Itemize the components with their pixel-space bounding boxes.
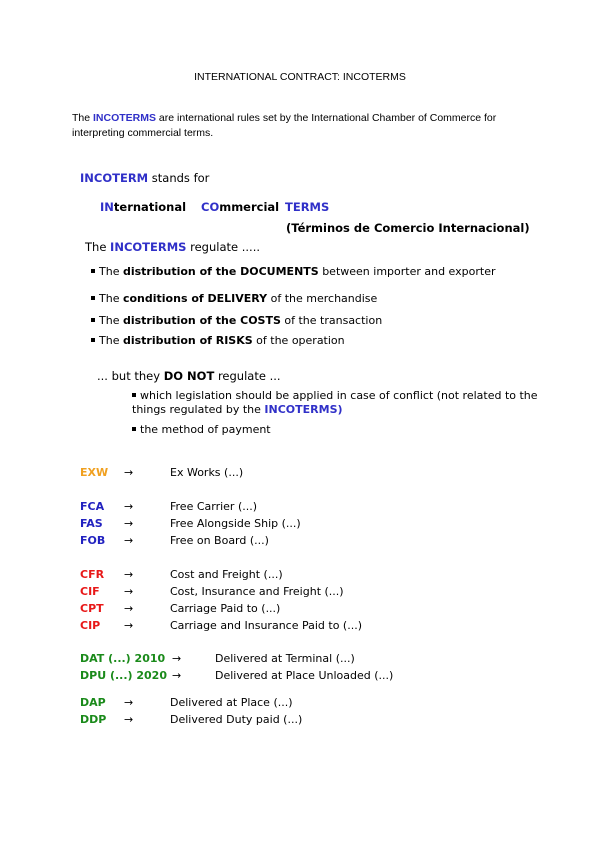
list-item-bold: distribution of the DOCUMENTS [122, 265, 319, 278]
incoterm-code-cip: CIP [80, 619, 101, 632]
regulate-text: regulate ..... [186, 240, 261, 254]
not-regulate-prefix: ... but they [97, 369, 164, 383]
acronym-commercial [201, 200, 279, 214]
incoterm-desc-dap: Delivered at Place (...) [170, 696, 293, 709]
incoterm-desc-cif: Cost, Insurance and Freight (...) [170, 585, 344, 598]
spanish-translation: (Términos de Comercio Internacional) [286, 221, 530, 235]
incoterm-code-ddp: DDP [80, 713, 107, 726]
list-item-prefix: The [99, 292, 123, 305]
list-item-prefix: The [99, 314, 123, 327]
incoterm-desc-dpu: Delivered at Place Unloaded (...) [215, 669, 394, 682]
arrow-icon: → [124, 568, 134, 581]
arrow-icon: → [124, 619, 134, 632]
list-item-keyword: INCOTERMS) [264, 403, 343, 416]
intro-keyword: INCOTERMS [93, 112, 157, 124]
intro-prefix: The [72, 112, 94, 124]
list-item-prefix: The [99, 265, 123, 278]
arrow-icon: → [124, 500, 134, 513]
arrow-icon: → [172, 652, 182, 665]
acronym-international-rest: ternational [113, 200, 187, 214]
list-item [91, 314, 382, 327]
incoterm-desc-ddp: Delivered Duty paid (...) [170, 713, 303, 726]
acronym-commercial-rest: mmercial [219, 200, 280, 214]
list-item-text: things regulated by the [132, 403, 265, 416]
stands-for-keyword: INCOTERM [80, 171, 149, 185]
incoterm-code-dpu: DPU (...) 2020 [80, 669, 167, 682]
acronym-commercial-letters: CO [201, 200, 220, 214]
arrow-icon: → [124, 696, 134, 709]
regulate-heading [85, 240, 260, 254]
not-regulate-heading [97, 369, 281, 383]
acronym-international [100, 200, 186, 214]
incoterm-desc-fob: Free on Board (...) [170, 534, 269, 547]
list-item-bold: conditions of DELIVERY [122, 292, 268, 305]
arrow-icon: → [124, 534, 134, 547]
list-item [132, 389, 538, 402]
list-item-bold: distribution of RISKS [122, 334, 253, 347]
list-item-suffix: of the merchandise [267, 292, 378, 305]
incoterm-code-cfr: CFR [80, 568, 105, 581]
list-item-text: which legislation should be applied in case of conflict (not related to the [140, 389, 538, 402]
list-item-prefix: The [99, 334, 123, 347]
not-regulate-bold: DO NOT [163, 369, 215, 383]
acronym-international-letters: IN [100, 200, 114, 214]
incoterm-desc-dat: Delivered at Terminal (...) [215, 652, 355, 665]
arrow-icon: → [124, 602, 134, 615]
list-item-suffix: of the transaction [280, 314, 383, 327]
acronym-terms: TERMS [285, 200, 330, 214]
list-item [91, 265, 495, 278]
intro-line-1 [72, 112, 496, 124]
incoterm-desc-fca: Free Carrier (...) [170, 500, 258, 513]
incoterm-desc-cip: Carriage and Insurance Paid to (...) [170, 619, 363, 632]
arrow-icon: → [172, 669, 182, 682]
regulate-prefix: The [85, 240, 111, 254]
list-item [132, 423, 271, 436]
incoterm-code-fob: FOB [80, 534, 106, 547]
intro-line1-text: are international rules set by the International Chamber of Commerce for [156, 112, 497, 124]
arrow-icon: → [124, 713, 134, 726]
bullet-icon [91, 269, 95, 273]
list-item-suffix: of the operation [252, 334, 345, 347]
arrow-icon: → [124, 585, 134, 598]
incoterm-code-cif: CIF [80, 585, 100, 598]
incoterm-code-dap: DAP [80, 696, 106, 709]
incoterm-code-fca: FCA [80, 500, 105, 513]
list-item-suffix: between importer and exporter [318, 265, 496, 278]
incoterm-code-exw: EXW [80, 466, 109, 479]
stands-for-text: stands for [148, 171, 210, 185]
regulate-keyword: INCOTERMS [110, 240, 187, 254]
bullet-icon [132, 427, 136, 431]
arrow-icon: → [124, 466, 134, 479]
list-item-bold: distribution of the COSTS [122, 314, 281, 327]
page-title: INTERNATIONAL CONTRACT: INCOTERMS [194, 71, 406, 83]
bullet-icon [91, 318, 95, 322]
incoterm-code-fas: FAS [80, 517, 103, 530]
not-regulate-text: regulate ... [214, 369, 281, 383]
arrow-icon: → [124, 517, 134, 530]
bullet-icon [91, 296, 95, 300]
bullet-icon [132, 393, 136, 397]
bullet-icon [91, 338, 95, 342]
list-item [91, 334, 345, 347]
incoterm-code-cpt: CPT [80, 602, 104, 615]
stands-for-heading [80, 171, 209, 185]
incoterm-desc-exw: Ex Works (...) [170, 466, 244, 479]
intro-line-2: interpreting commercial terms. [72, 127, 214, 139]
incoterm-desc-cfr: Cost and Freight (...) [170, 568, 283, 581]
list-item-text: the method of payment [140, 423, 271, 436]
list-item-continuation [132, 403, 343, 416]
incoterm-desc-cpt: Carriage Paid to (...) [170, 602, 281, 615]
list-item [91, 292, 377, 305]
incoterm-code-dat: DAT (...) 2010 [80, 652, 166, 665]
incoterm-desc-fas: Free Alongside Ship (...) [170, 517, 301, 530]
